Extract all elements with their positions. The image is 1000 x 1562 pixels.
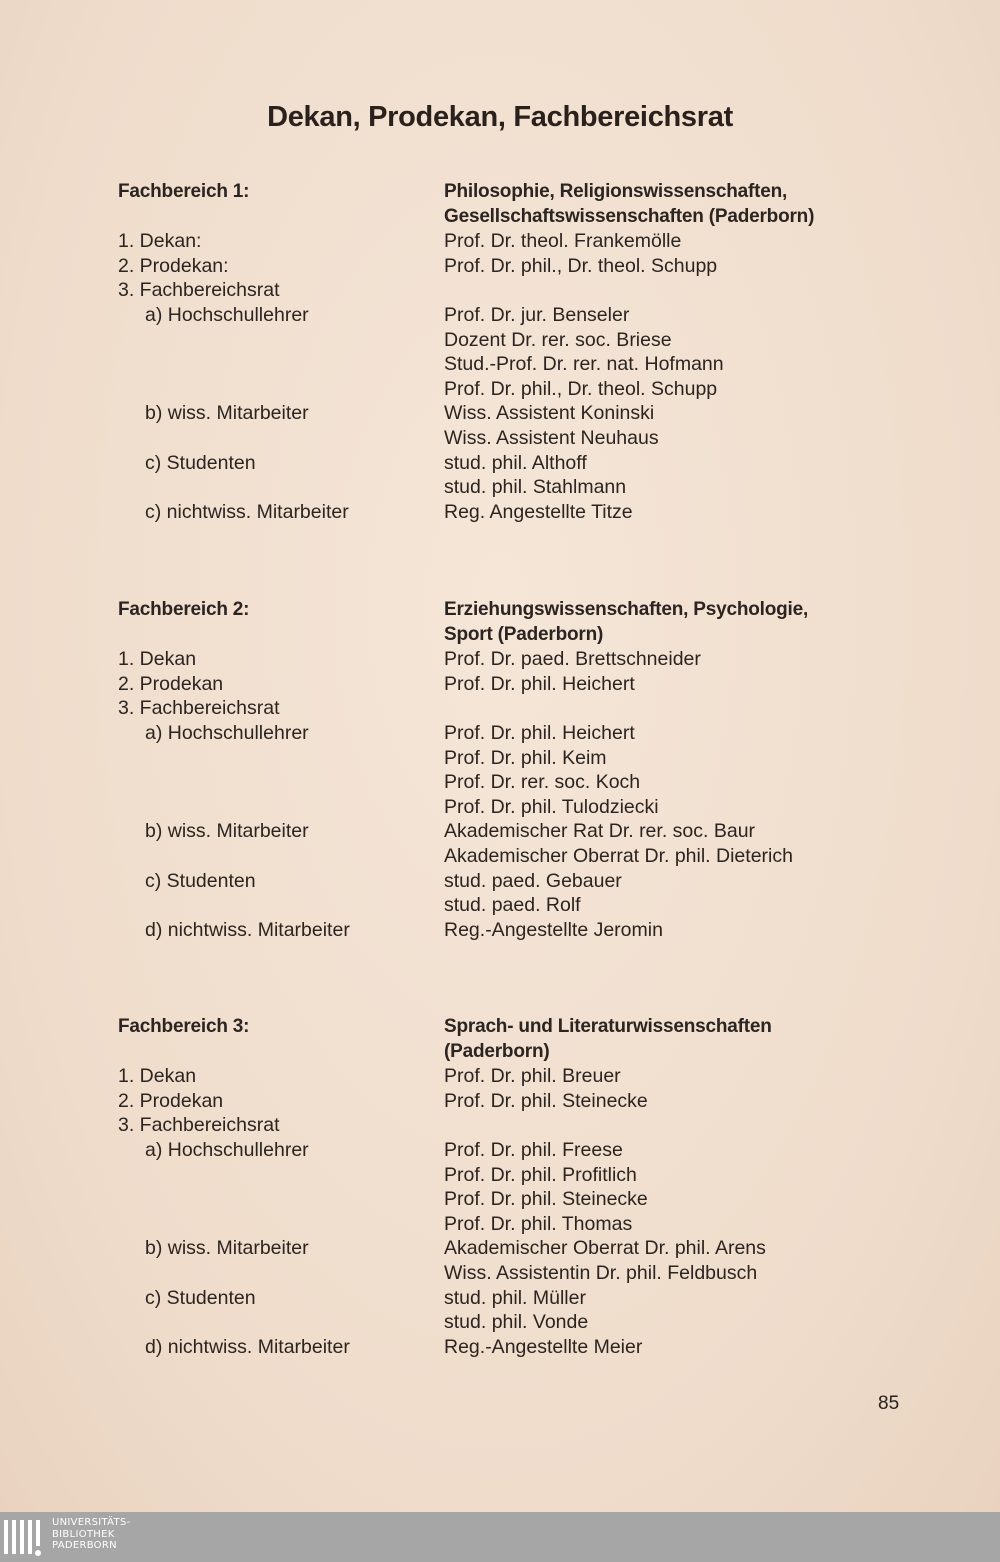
member-name: Reg.-Angestellte Meier [444,1335,643,1358]
member-name: Akademischer Oberrat Dr. phil. Dieterich [444,844,793,867]
fachbereich-name: Sport (Paderborn) [444,623,604,645]
entry-row [0,1310,1000,1335]
role-label: 1. Dekan [118,648,197,671]
role-label: c) Studenten [145,869,256,892]
member-name: Prof. Dr. phil. Profitlich [444,1163,637,1186]
member-name: Prof. Dr. paed. Brettschneider [444,648,701,671]
entry-row [0,451,1000,476]
member-name: stud. phil. Stahlmann [444,476,627,499]
entry-row [0,1212,1000,1237]
fachbereich-1-section [0,180,1000,524]
role-label: b) wiss. Mitarbeiter [145,1237,309,1260]
entry-row [0,475,1000,500]
page-number: 85 [878,1393,900,1414]
entry-row [0,229,1000,254]
member-name: Wiss. Assistent Neuhaus [444,426,659,449]
entry-row [0,623,1000,648]
entry-row [0,1163,1000,1188]
member-name: Prof. Dr. phil. Tulodziecki [444,795,659,818]
entry-row [0,598,1000,623]
member-name: Prof. Dr. rer. soc. Koch [444,771,641,794]
entry-row [0,352,1000,377]
role-label: 2. Prodekan [118,1089,224,1112]
entry-row [0,1089,1000,1114]
entry-row [0,328,1000,353]
member-name: Prof. Dr. phil. Steinecke [444,1188,648,1211]
role-label: 3. Fachbereichsrat [118,1114,280,1137]
fachbereich-name: Philosophie, Religionswissenschaften, [444,181,788,202]
member-name: Prof. Dr. phil. Thomas [444,1212,633,1235]
member-name: Prof. Dr. phil. Steinecke [444,1089,648,1112]
fachbereich-heading: Fachbereich 3: [118,1016,250,1037]
fachbereich-heading: Fachbereich 2: [118,599,250,620]
member-name: Reg.-Angestellte Jeromin [444,918,663,941]
entry-row [0,254,1000,279]
role-label: b) wiss. Mitarbeiter [145,820,309,843]
logo-line-3: PADERBORN [52,1540,117,1551]
role-label: 2. Prodekan [118,672,224,695]
member-name: Wiss. Assistent Koninski [444,402,655,425]
member-name: stud. phil. Vonde [444,1311,589,1334]
member-name: Reg. Angestellte Titze [444,500,633,523]
member-name: Akademischer Oberrat Dr. phil. Arens [444,1237,766,1260]
role-label: a) Hochschullehrer [145,1138,309,1161]
entry-row [0,672,1000,697]
entry-row [0,401,1000,426]
member-name: Prof. Dr. phil., Dr. theol. Schupp [444,377,718,400]
member-name: Prof. Dr. phil. Freese [444,1138,623,1161]
page-title: Dekan, Prodekan, Fachbereichsrat [267,101,733,133]
entry-row [0,1113,1000,1138]
entry-row [0,180,1000,205]
entry-row [0,1236,1000,1261]
entry-row [0,1286,1000,1311]
entry-row [0,1040,1000,1065]
role-label: 3. Fachbereichsrat [118,279,280,302]
entry-row [0,1261,1000,1286]
member-name: Dozent Dr. rer. soc. Briese [444,328,672,351]
role-label: a) Hochschullehrer [145,721,309,744]
library-footer-bar [0,1512,1000,1562]
entry-row [0,1015,1000,1040]
role-label: c) Studenten [145,451,256,474]
member-name: Prof. Dr. phil. Breuer [444,1065,621,1088]
logo-line-1: UNIVERSITÄTS- [52,1517,131,1528]
role-label: a) Hochschullehrer [145,303,309,326]
entry-row [0,205,1000,230]
entry-row [0,1187,1000,1212]
entry-row [0,1335,1000,1360]
entry-row [0,696,1000,721]
entry-row [0,303,1000,328]
library-logo-text [52,1517,131,1552]
logo-line-2: BIBLIOTHEK [52,1528,115,1540]
entry-row [0,869,1000,894]
fachbereich-name: (Paderborn) [444,1040,550,1062]
entry-row [0,893,1000,918]
entry-row [0,770,1000,795]
entry-row [0,377,1000,402]
role-label: c) Studenten [145,1286,256,1309]
entry-row [0,426,1000,451]
role-label: 1. Dekan [118,1065,197,1088]
fachbereich-2-section [0,598,1000,942]
role-label: 2. Prodekan: [118,254,229,277]
member-name: stud. paed. Gebauer [444,869,622,892]
entry-row [0,746,1000,771]
member-name: stud. phil. Müller [444,1286,586,1309]
role-label: d) nichtwiss. Mitarbeiter [145,918,350,941]
member-name: Stud.-Prof. Dr. rer. nat. Hofmann [444,353,724,376]
entry-row [0,500,1000,525]
role-label: b) wiss. Mitarbeiter [145,402,309,425]
fachbereich-name: Gesellschaftswissenschaften (Paderborn) [444,205,815,227]
fachbereich-heading: Fachbereich 1: [118,181,250,202]
entry-row [0,918,1000,943]
member-name: Prof. Dr. jur. Benseler [444,303,630,326]
role-label: 1. Dekan: [118,230,202,253]
library-logo-icon [4,1520,46,1562]
member-name: Prof. Dr. phil. Heichert [444,672,635,695]
entry-row [0,278,1000,303]
role-label: d) nichtwiss. Mitarbeiter [145,1335,350,1358]
entry-row [0,721,1000,746]
fachbereich-3-section [0,1015,1000,1359]
member-name: Prof. Dr. theol. Frankemölle [444,230,682,253]
role-label: c) nichtwiss. Mitarbeiter [145,500,349,523]
member-name: Akademischer Rat Dr. rer. soc. Baur [444,820,756,843]
entry-row [0,1138,1000,1163]
fachbereich-name: Sprach- und Literaturwissenschaften [444,1016,772,1037]
entry-row [0,844,1000,869]
fachbereich-name: Erziehungswissenschaften, Psychologie, [444,599,809,620]
member-name: stud. paed. Rolf [444,894,581,917]
entry-row [0,795,1000,820]
entry-row [0,647,1000,672]
member-name: stud. phil. Althoff [444,451,587,474]
member-name: Prof. Dr. phil. Keim [444,746,607,769]
member-name: Wiss. Assistentin Dr. phil. Feldbusch [444,1261,758,1284]
member-name: Prof. Dr. phil. Heichert [444,721,635,744]
entry-row [0,1064,1000,1089]
role-label: 3. Fachbereichsrat [118,697,280,720]
member-name: Prof. Dr. phil., Dr. theol. Schupp [444,254,718,277]
entry-row [0,819,1000,844]
